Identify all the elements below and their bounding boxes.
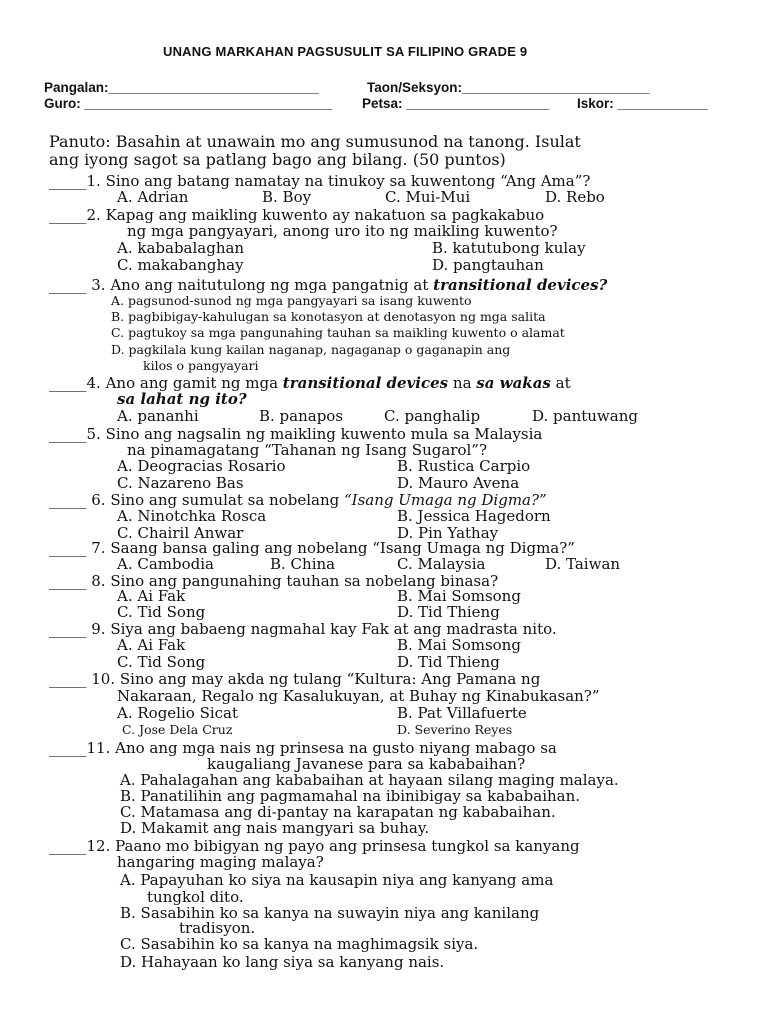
q5-choice-d: D. Mauro Avena (397, 474, 520, 492)
q11-choice-b: B. Panatilihin ang pagmamahal na ibinibigay sa kababaihan. (120, 787, 581, 805)
q9-choice-d: D. Tid Thieng (397, 653, 500, 671)
question-3-emphasis: transitional devices? (433, 276, 608, 294)
question-2-line-1: _____2. Kapag ang maikling kuwento ay nakatuon sa pagkakabuo (49, 206, 545, 224)
q3-choice-d-line-1: D. pagkilala kung kailan naganap, nagaganap o gaganapin ang (111, 342, 511, 357)
q6-choice-b: B. Jessica Hagedorn (397, 507, 551, 525)
question-11-line-1: _____11. Ano ang mga nais ng prinsesa na gusto niyang mabago sa (49, 739, 557, 757)
q7-choice-b: B. China (270, 555, 336, 573)
q4-choice-a: A. pananhi (117, 407, 199, 425)
instructions-line-1: Panuto: Basahin at unawain mo ang sumusunod na tanong. Isulat (49, 132, 581, 151)
question-11-line-2: kaugaliang Javanese para sa kababaihan? (207, 755, 526, 773)
question-9: _____ 9. Siya ang babaeng nagmahal kay Fak at ang madrasta nito. (49, 620, 557, 638)
q7-choice-c: C. Malaysia (397, 555, 486, 573)
q1-choice-d: D. Rebo (545, 188, 605, 206)
q6-choice-d: D. Pin Yathay (397, 524, 499, 542)
question-2-line-2: ng mga pangyayari, anong uro ito ng maikling kuwento? (127, 222, 558, 240)
q6-choice-a: A. Ninotchka Rosca (117, 507, 267, 525)
q11-choice-c: C. Matamasa ang di-pantay na karapatan ng kababaihan. (120, 803, 556, 821)
instructions-line-2: ang iyong sagot sa patlang bago ang bilang. (50 puntos) (49, 150, 506, 169)
q11-choice-a: A. Pahalagahan ang kababaihan at hayaan silang maging malaya. (120, 771, 619, 789)
q4-choice-b: B. panapos (259, 407, 344, 425)
q1-choice-a: A. Adrian (117, 188, 189, 206)
q2-choice-a: A. kababalaghan (117, 239, 245, 257)
question-12-line-1: _____12. Paano mo bibigyan ng payo ang prinsesa tungkol sa kanyang (49, 837, 580, 855)
question-4-emphasis-2: sa wakas (476, 374, 551, 392)
q4-choice-d: D. pantuwang (532, 407, 638, 425)
question-6-title: “Isang Umaga ng Digma?” (343, 491, 547, 509)
q3-choice-c: C. pagtukoy sa mga pangunahing tauhan sa maikling kuwento o alamat (111, 325, 565, 340)
q12-choice-a-line-1: A. Papayuhan ko siya na kausapin niya ang kanyang ama (120, 871, 554, 889)
question-6-text: _____ 6. Sino ang sumulat sa nobelang (49, 491, 344, 509)
date-field[interactable]: Petsa: ___________________ (362, 96, 549, 111)
question-4-emphasis-1: transitional devices (282, 374, 449, 392)
q5-choice-a: A. Deogracias Rosario (117, 457, 286, 475)
question-7: _____ 7. Saang bansa galing ang nobelang “Isang Umaga ng Digma?” (49, 539, 575, 557)
q1-choice-c: C. Mui-Mui (385, 188, 471, 206)
q12-choice-d: D. Hahayaan ko lang siya sa kanyang nais. (120, 953, 445, 971)
question-5-line-2: na pinamagatang “Tahanan ng Isang Sugarol”? (127, 441, 487, 459)
q5-choice-b: B. Rustica Carpio (397, 457, 531, 475)
q12-choice-a-line-2: tungkol dito. (147, 888, 244, 906)
q12-choice-b-line-2: tradisyon. (179, 919, 256, 937)
question-3-text: _____ 3. Ano ang naitutulong ng mga pangatnig at (49, 276, 434, 294)
q9-choice-c: C. Tid Song (117, 653, 206, 671)
q8-choice-a: A. Ai Fak (117, 587, 186, 605)
question-5-line-1: _____5. Sino ang nagsalin ng maikling kuwento mula sa Malaysia (49, 425, 543, 443)
question-10-line-1: _____ 10. Sino ang may akda ng tulang “Kultura: Ang Pamana ng (49, 670, 541, 688)
q11-choice-d: D. Makamit ang nais mangyari sa buhay. (120, 819, 430, 837)
q8-choice-b: B. Mai Somsong (397, 587, 521, 605)
q4-choice-c: C. panghalip (384, 407, 481, 425)
q10-choice-a: A. Rogelio Sicat (117, 704, 239, 722)
question-3 (49, 277, 607, 293)
question-1: _____1. Sino ang batang namatay na tinukoy sa kuwentong “Ang Ama”? (49, 172, 591, 190)
q6-choice-c: C. Chairil Anwar (117, 524, 244, 542)
q5-choice-c: C. Nazareno Bas (117, 474, 244, 492)
question-4-text-end: at (550, 374, 571, 392)
q3-choice-a: A. pagsunod-sunod ng mga pangyayari sa isang kuwento (111, 293, 472, 308)
q8-choice-c: C. Tid Song (117, 603, 206, 621)
question-4-text-mid: na (448, 374, 477, 392)
question-8: _____ 8. Sino ang pangunahing tauhan sa nobelang binasa? (49, 572, 499, 590)
score-field[interactable]: Iskor: ____________ (577, 96, 708, 111)
q7-choice-d: D. Taiwan (545, 555, 621, 573)
q2-choice-c: C. makabanghay (117, 256, 244, 274)
q8-choice-d: D. Tid Thieng (397, 603, 500, 621)
q1-choice-b: B. Boy (262, 188, 312, 206)
q10-choice-c: C. Jose Dela Cruz (122, 722, 233, 737)
q2-choice-d: D. pangtauhan (432, 256, 544, 274)
teacher-field[interactable]: Guro: _________________________________ (44, 96, 333, 111)
question-4 (49, 375, 571, 391)
question-6 (49, 492, 547, 508)
page-title: UNANG MARKAHAN PAGSUSULIT SA FILIPINO GRADE 9 (163, 44, 528, 59)
q3-choice-d-line-2: kilos o pangyayari (143, 358, 259, 373)
q10-choice-d: D. Severino Reyes (397, 722, 513, 737)
q7-choice-a: A. Cambodia (117, 555, 214, 573)
name-field[interactable]: Pangalan:____________________________ (44, 80, 319, 95)
question-10-line-2: Nakaraan, Regalo ng Kasalukuyan, at Buhay ng Kinabukasan?” (117, 687, 600, 705)
question-12-line-2: hangaring maging malaya? (117, 853, 324, 871)
q10-choice-b: B. Pat Villafuerte (397, 704, 527, 722)
q3-choice-b: B. pagbibigay-kahulugan sa konotasyon at denotasyon ng mga salita (111, 309, 546, 324)
question-4-text: _____4. Ano ang gamit ng mga (49, 374, 283, 392)
q2-choice-b: B. katutubong kulay (432, 239, 586, 257)
q9-choice-a: A. Ai Fak (117, 636, 186, 654)
q12-choice-b-line-1: B. Sasabihin ko sa kanya na suwayin niya ang kanilang (120, 904, 540, 922)
q9-choice-b: B. Mai Somsong (397, 636, 521, 654)
question-4-line-2: sa lahat ng ito? (117, 390, 247, 408)
q12-choice-c: C. Sasabihin ko sa kanya na maghimagsik siya. (120, 935, 479, 953)
year-section-field[interactable]: Taon/Seksyon:_________________________ (367, 80, 650, 95)
